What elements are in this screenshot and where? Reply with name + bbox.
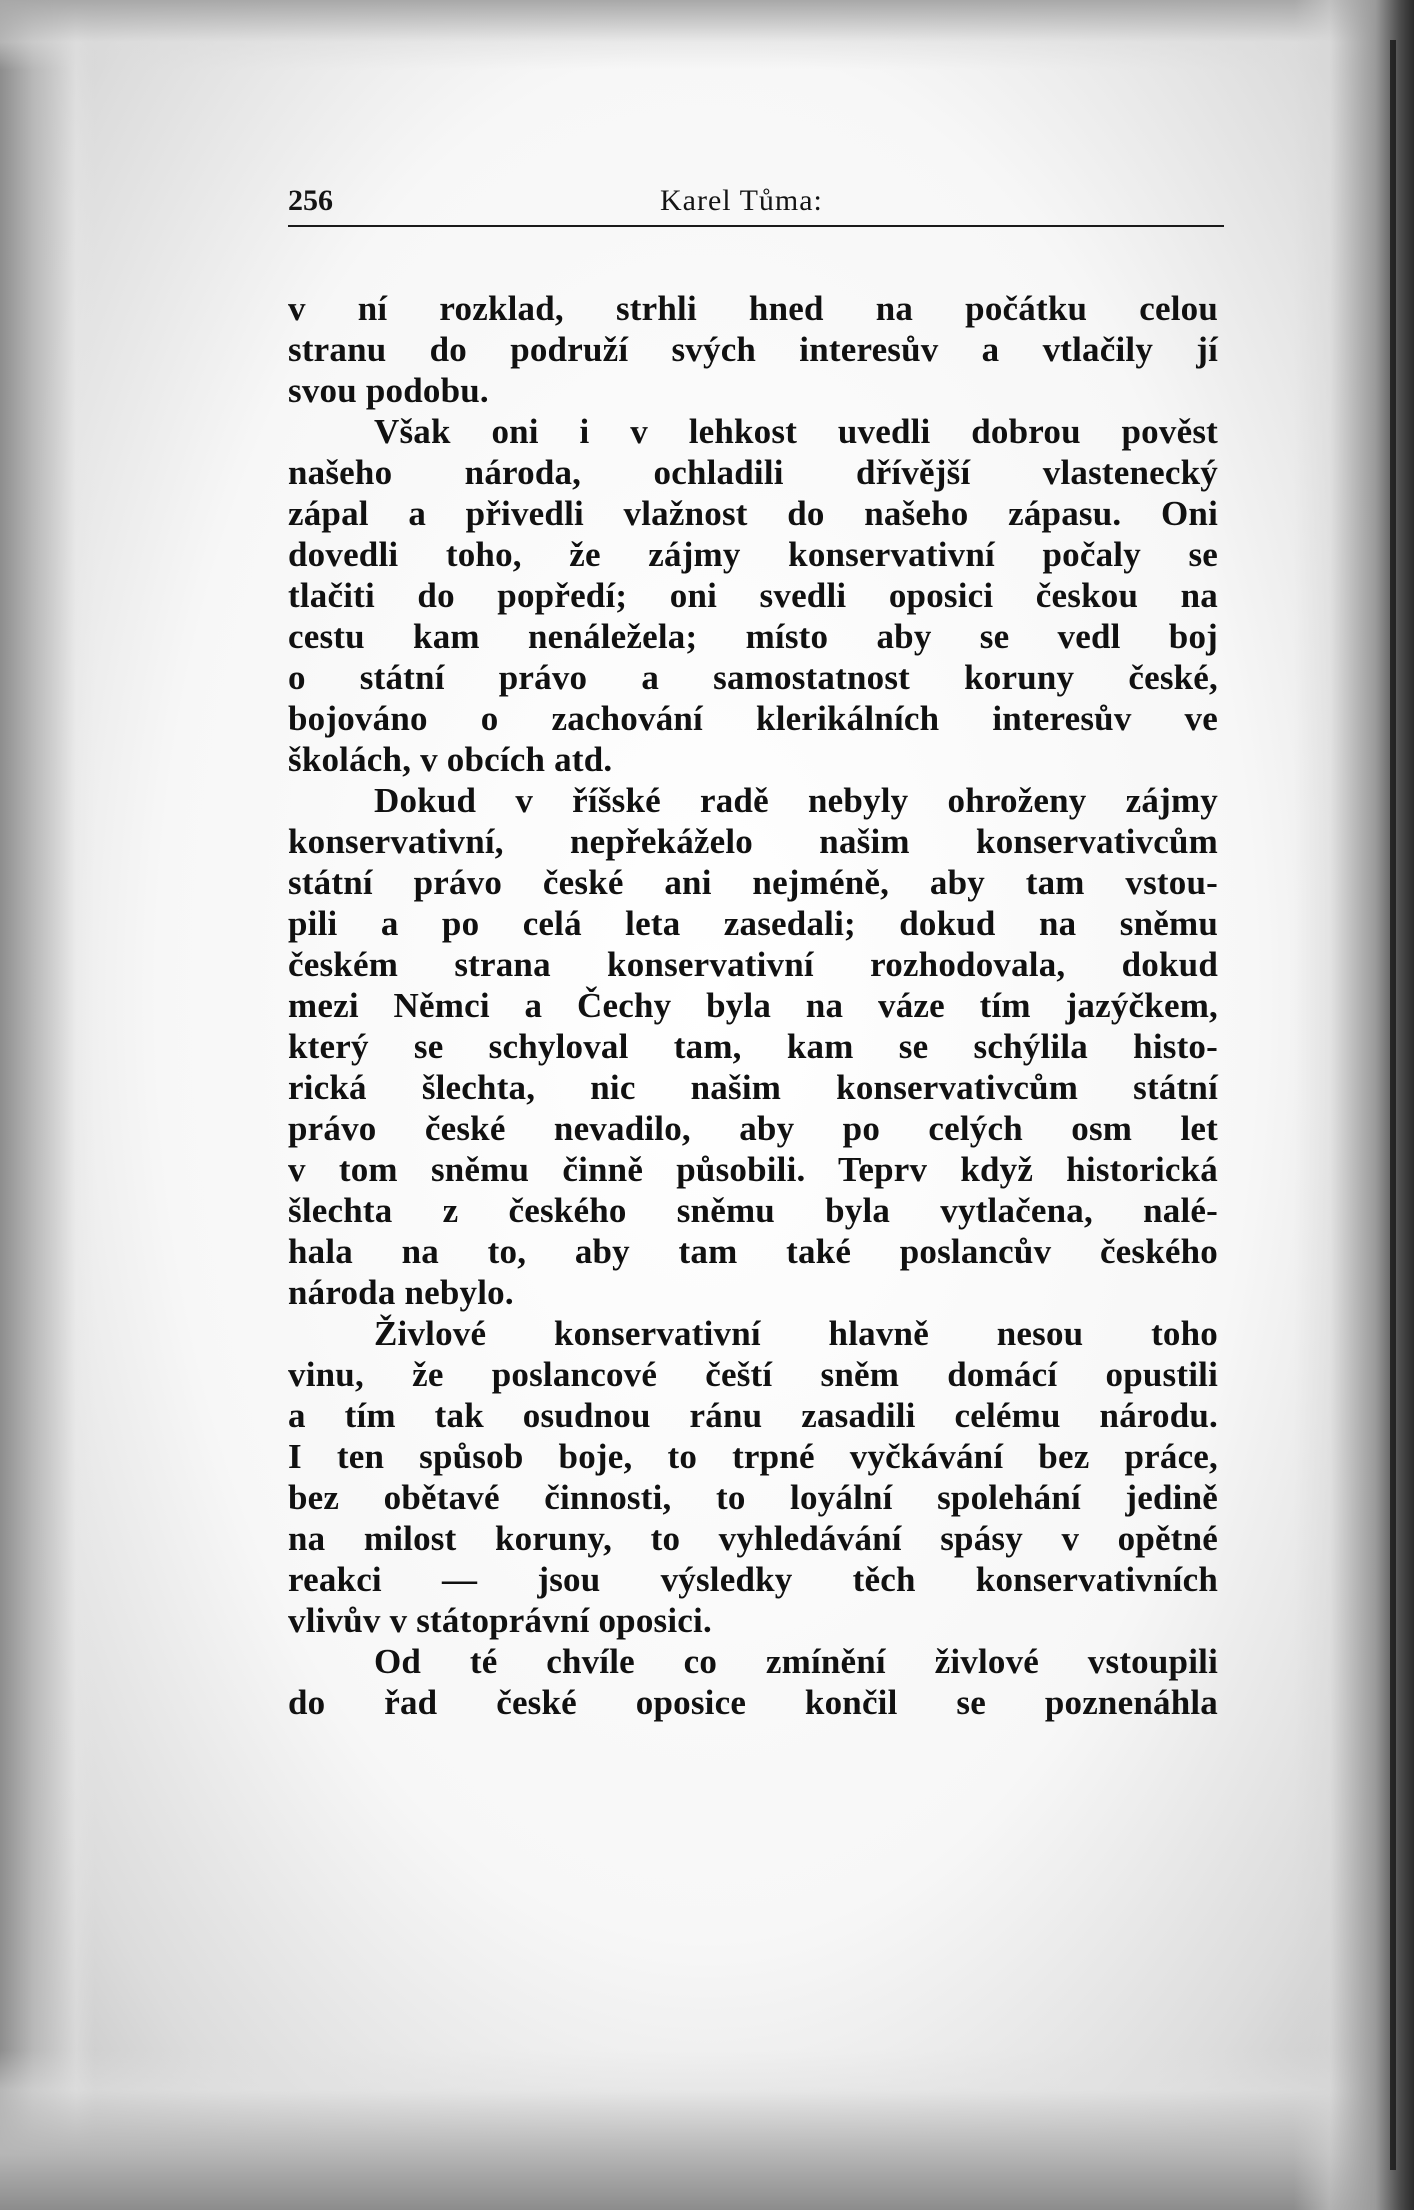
page-shadow-top <box>0 0 1414 70</box>
text-line: našeho národa, ochladili dřívější vlastenecký <box>288 453 1218 492</box>
text-line: vinu, že poslancové čeští sněm domácí opustili <box>288 1355 1218 1394</box>
text-line: o státní právo a samostatnost koruny české, <box>288 658 1218 697</box>
page-shadow-bottom <box>0 2050 1414 2210</box>
text-line: bez obětavé činnosti, to loyální spolehání jedině <box>288 1478 1218 1517</box>
text-line: I ten spůsob boje, to trpné vyčkávání bez práce, <box>288 1437 1218 1476</box>
running-head <box>288 178 1218 228</box>
text-line: právo české nevadilo, aby po celých osm let <box>288 1109 1218 1148</box>
text-line: zápal a přivedli vlažnost do našeho zápasu. Oni <box>288 494 1218 533</box>
text-line: vlivův v státoprávní oposici. <box>288 1601 712 1640</box>
running-title: Karel Tůma: <box>660 184 823 217</box>
text-line: školách, v obcích atd. <box>288 740 613 779</box>
text-line: v tom sněmu činně působili. Teprv když historická <box>288 1150 1218 1189</box>
text-line: bojováno o zachování klerikálních interesův ve <box>288 699 1218 738</box>
text-line: konservativní, nepřekáželo našim konservativcům <box>288 822 1218 861</box>
text-line: státní právo české ani nejméně, aby tam vstou- <box>288 863 1218 902</box>
text-line: Živlové konservativní hlavně nesou toho <box>374 1314 1218 1353</box>
text-line: svou podobu. <box>288 371 489 410</box>
text-line: a tím tak osudnou ránu zasadili celému národu. <box>288 1396 1218 1435</box>
text-line: Od té chvíle co zmínění živlové vstoupili <box>374 1642 1218 1681</box>
text-line: Však oni i v lehkost uvedli dobrou pověst <box>374 412 1218 451</box>
text-line: do řad české oposice končil se poznenáhla <box>288 1683 1218 1722</box>
text-line: dovedli toho, že zájmy konservativní počaly se <box>288 535 1218 574</box>
text-line: tlačiti do popředí; oni svedli oposici českou na <box>288 576 1218 615</box>
text-line: národa nebylo. <box>288 1273 514 1312</box>
text-line: v ní rozklad, strhli hned na počátku celou <box>288 289 1218 328</box>
text-line: cestu kam nenáležela; místo aby se vedl boj <box>288 617 1218 656</box>
text-line: rická šlechta, nic našim konservativcům státní <box>288 1068 1218 1107</box>
text-line: Dokud v říšské radě nebyly ohroženy zájmy <box>374 781 1218 820</box>
page-shadow-right <box>1294 0 1414 2210</box>
text-line: který se schyloval tam, kam se schýlila histo- <box>288 1027 1218 1066</box>
text-line: pili a po celá leta zasedali; dokud na sněmu <box>288 904 1218 943</box>
text-line: reakci — jsou výsledky těch konservativních <box>288 1560 1218 1599</box>
text-line: hala na to, aby tam také poslancův českého <box>288 1232 1218 1271</box>
page-shadow-left <box>0 0 95 2210</box>
text-line: šlechta z českého sněmu byla vytlačena, nalé- <box>288 1191 1218 1230</box>
text-line: na milost koruny, to vyhledávání spásy v opětné <box>288 1519 1218 1558</box>
header-rule <box>288 225 1224 227</box>
text-line: stranu do podruží svých interesův a vtlačily jí <box>288 330 1218 369</box>
text-line: mezi Němci a Čechy byla na váze tím jazýčkem, <box>288 986 1218 1025</box>
book-page <box>288 178 1218 1723</box>
book-edge <box>1390 40 1396 2170</box>
text-line: českém strana konservativní rozhodovala, dokud <box>288 945 1218 984</box>
page-number: 256 <box>288 184 333 217</box>
body-text <box>288 288 1218 1723</box>
